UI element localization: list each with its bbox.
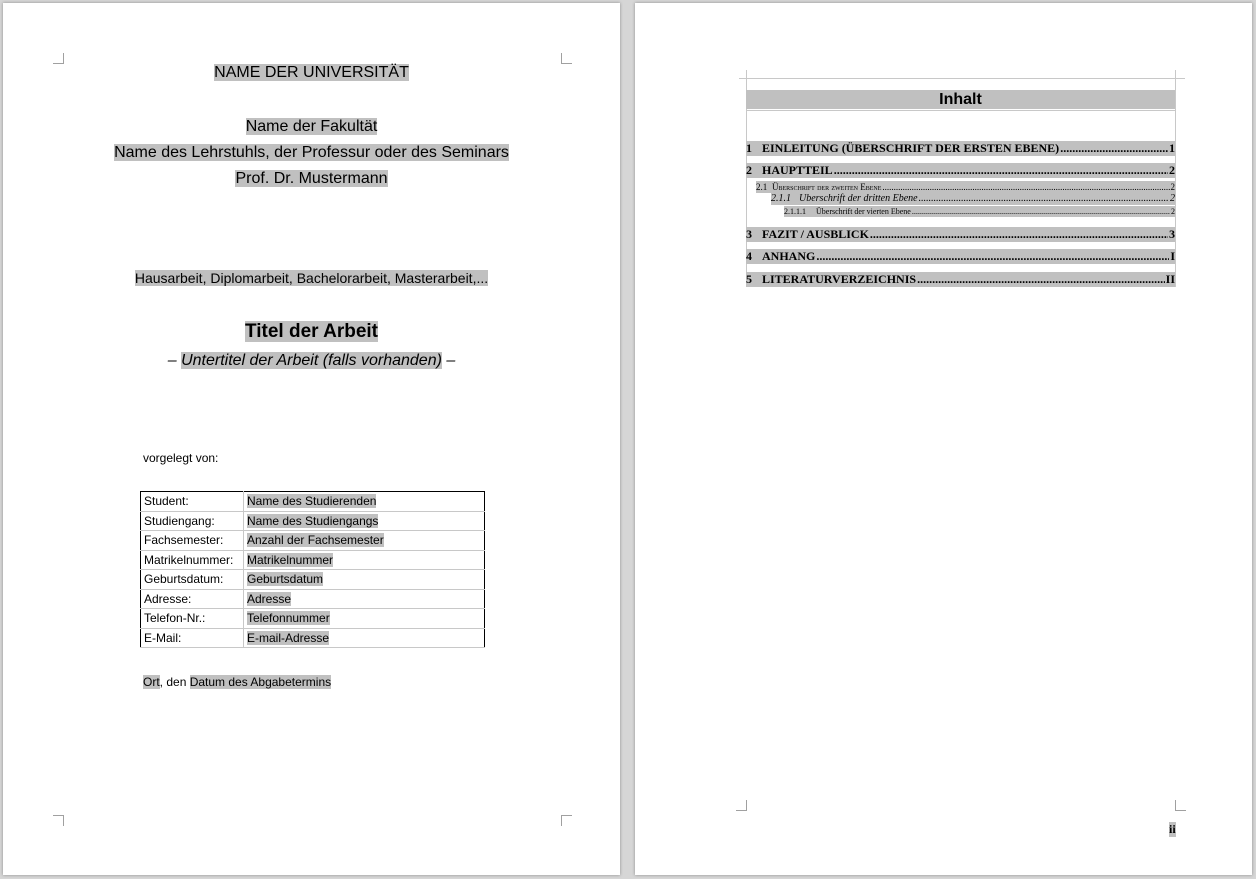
toc-entry-page: 2 bbox=[1171, 207, 1175, 216]
submitted-by-label: vorgelegt von: bbox=[143, 451, 219, 465]
info-label: Telefon-Nr.: bbox=[141, 609, 244, 629]
table-row bbox=[141, 550, 485, 570]
toc-leader-dots bbox=[870, 227, 1168, 242]
info-value[interactable]: Matrikelnummer bbox=[247, 552, 334, 567]
info-value-cell bbox=[244, 550, 485, 570]
place-date-line bbox=[143, 675, 331, 689]
toc-entry-text: ANHANG bbox=[762, 249, 816, 263]
info-value[interactable]: Anzahl der Fachsemester bbox=[247, 533, 384, 548]
table-row bbox=[141, 628, 485, 648]
toc-entry-number: 5 bbox=[746, 272, 752, 286]
crop-mark bbox=[736, 800, 747, 811]
toc-entry-text: Überschrift der zweiten Ebene bbox=[772, 182, 882, 192]
crop-mark bbox=[53, 815, 64, 826]
toc-leader-dots bbox=[1060, 141, 1168, 156]
toc-entry-page: 2 bbox=[1170, 182, 1175, 192]
page-number: ii bbox=[1169, 822, 1176, 836]
crop-mark bbox=[1175, 800, 1186, 811]
toc-entry-number: 1 bbox=[746, 141, 752, 155]
toc-entry[interactable] bbox=[746, 227, 1175, 242]
toc-entry-number: 2.1.1 bbox=[771, 193, 791, 204]
info-label: Studiengang: bbox=[141, 511, 244, 531]
date-field[interactable]: Datum des Abgabetermins bbox=[189, 675, 332, 689]
info-label: Student: bbox=[141, 492, 244, 512]
table-row bbox=[141, 531, 485, 551]
toc-entry-text: EINLEITUNG (ÜBERSCHRIFT DER ERSTEN EBENE) bbox=[762, 141, 1060, 155]
table-row bbox=[141, 511, 485, 531]
toc-entry-text: FAZIT / AUSBLICK bbox=[762, 227, 869, 241]
toc-entry-text: Überschrift der vierten Ebene bbox=[816, 207, 911, 216]
toc-leader-dots bbox=[912, 206, 1170, 217]
info-value[interactable]: Adresse bbox=[247, 591, 292, 606]
info-label: Fachsemester: bbox=[141, 531, 244, 551]
professor-name bbox=[3, 170, 620, 188]
toc-entry-page: 3 bbox=[1169, 227, 1175, 241]
toc-entry-number: 2 bbox=[746, 163, 752, 177]
place-date-separator: , den bbox=[159, 675, 190, 689]
thesis-types bbox=[3, 270, 620, 286]
table-row bbox=[141, 589, 485, 609]
chair-field[interactable]: Name des Lehrstuhls, der Professur oder des Seminars bbox=[114, 144, 509, 161]
toc-entry-number: 3 bbox=[746, 227, 752, 241]
table-row bbox=[141, 570, 485, 590]
toc-entry-number: 2.1.1.1 bbox=[784, 207, 806, 216]
toc-leader-dots bbox=[919, 193, 1169, 205]
info-value-cell bbox=[244, 628, 485, 648]
info-value[interactable]: E-mail-Adresse bbox=[247, 630, 330, 645]
faculty-name bbox=[3, 118, 620, 136]
faculty-field[interactable]: Name der Fakultät bbox=[245, 118, 378, 135]
toc-entry[interactable] bbox=[746, 141, 1175, 156]
university-field[interactable]: NAME DER UNIVERSITÄT bbox=[214, 64, 409, 81]
toc-entry[interactable] bbox=[746, 163, 1175, 178]
crop-mark bbox=[561, 53, 572, 64]
student-info-table bbox=[140, 491, 485, 648]
info-value-cell bbox=[244, 531, 485, 551]
toc-entry[interactable] bbox=[784, 206, 1175, 217]
thesis-subtitle bbox=[3, 352, 620, 370]
toc-leader-dots bbox=[917, 272, 1165, 287]
university-name bbox=[3, 64, 620, 82]
title-field[interactable]: Titel der Arbeit bbox=[244, 321, 379, 342]
professor-field[interactable]: Prof. Dr. Mustermann bbox=[235, 170, 388, 187]
table-row bbox=[141, 492, 485, 512]
subtitle-dash: – bbox=[167, 352, 182, 369]
crop-mark bbox=[561, 815, 572, 826]
info-value[interactable]: Name des Studierenden bbox=[247, 494, 377, 509]
info-label: Matrikelnummer: bbox=[141, 550, 244, 570]
info-value[interactable]: Name des Studiengangs bbox=[247, 513, 379, 528]
toc-entry-number: 4 bbox=[746, 249, 752, 263]
toc-entry-text: HAUPTTEIL bbox=[762, 163, 833, 177]
toc-entry[interactable] bbox=[746, 249, 1175, 264]
toc-entry[interactable] bbox=[771, 193, 1175, 205]
toc-entry-number: 2.1 bbox=[756, 182, 768, 192]
toc-leader-dots bbox=[834, 163, 1168, 178]
info-value[interactable]: Geburtsdatum bbox=[247, 572, 324, 587]
toc-entry-page: II bbox=[1165, 272, 1175, 286]
table-row bbox=[141, 609, 485, 629]
toc-entry-page: I bbox=[1170, 249, 1175, 263]
subtitle-dash: – bbox=[441, 352, 456, 369]
toc-heading[interactable]: Inhalt bbox=[746, 90, 1175, 109]
toc-leader-dots bbox=[816, 249, 1169, 264]
thesis-title bbox=[3, 321, 620, 343]
info-label: Adresse: bbox=[141, 589, 244, 609]
toc-leader-dots bbox=[882, 181, 1169, 193]
toc-page bbox=[635, 3, 1252, 875]
info-value-cell bbox=[244, 589, 485, 609]
info-label: E-Mail: bbox=[141, 628, 244, 648]
toc-entry-page: 1 bbox=[1169, 141, 1175, 155]
thesis-type-field[interactable]: Hausarbeit, Diplomarbeit, Bachelorarbeit, Masterarbeit,... bbox=[134, 270, 489, 286]
margin-guide bbox=[739, 78, 1185, 79]
toc-entry-page: 2 bbox=[1169, 163, 1175, 177]
info-value[interactable]: Telefonnummer bbox=[247, 611, 330, 626]
info-value-cell bbox=[244, 511, 485, 531]
info-value-cell bbox=[244, 492, 485, 512]
cover-page bbox=[3, 3, 620, 875]
place-field[interactable]: Ort bbox=[143, 675, 160, 689]
toc-entry-text: LITERATURVERZEICHNIS bbox=[762, 272, 917, 286]
info-value-cell bbox=[244, 570, 485, 590]
info-label: Geburtsdatum: bbox=[141, 570, 244, 590]
toc-entry[interactable] bbox=[756, 181, 1175, 193]
toc-entry-text: Überschrift der dritten Ebene bbox=[799, 193, 918, 204]
margin-guide bbox=[1175, 70, 1176, 287]
info-value-cell bbox=[244, 609, 485, 629]
toc-entry[interactable] bbox=[746, 272, 1175, 287]
crop-mark bbox=[53, 53, 64, 64]
subtitle-field[interactable]: Untertitel der Arbeit (falls vorhanden) bbox=[181, 352, 442, 369]
toc-entry-page: 2 bbox=[1170, 193, 1175, 204]
margin-guide bbox=[746, 110, 1175, 111]
chair-name bbox=[3, 144, 620, 162]
